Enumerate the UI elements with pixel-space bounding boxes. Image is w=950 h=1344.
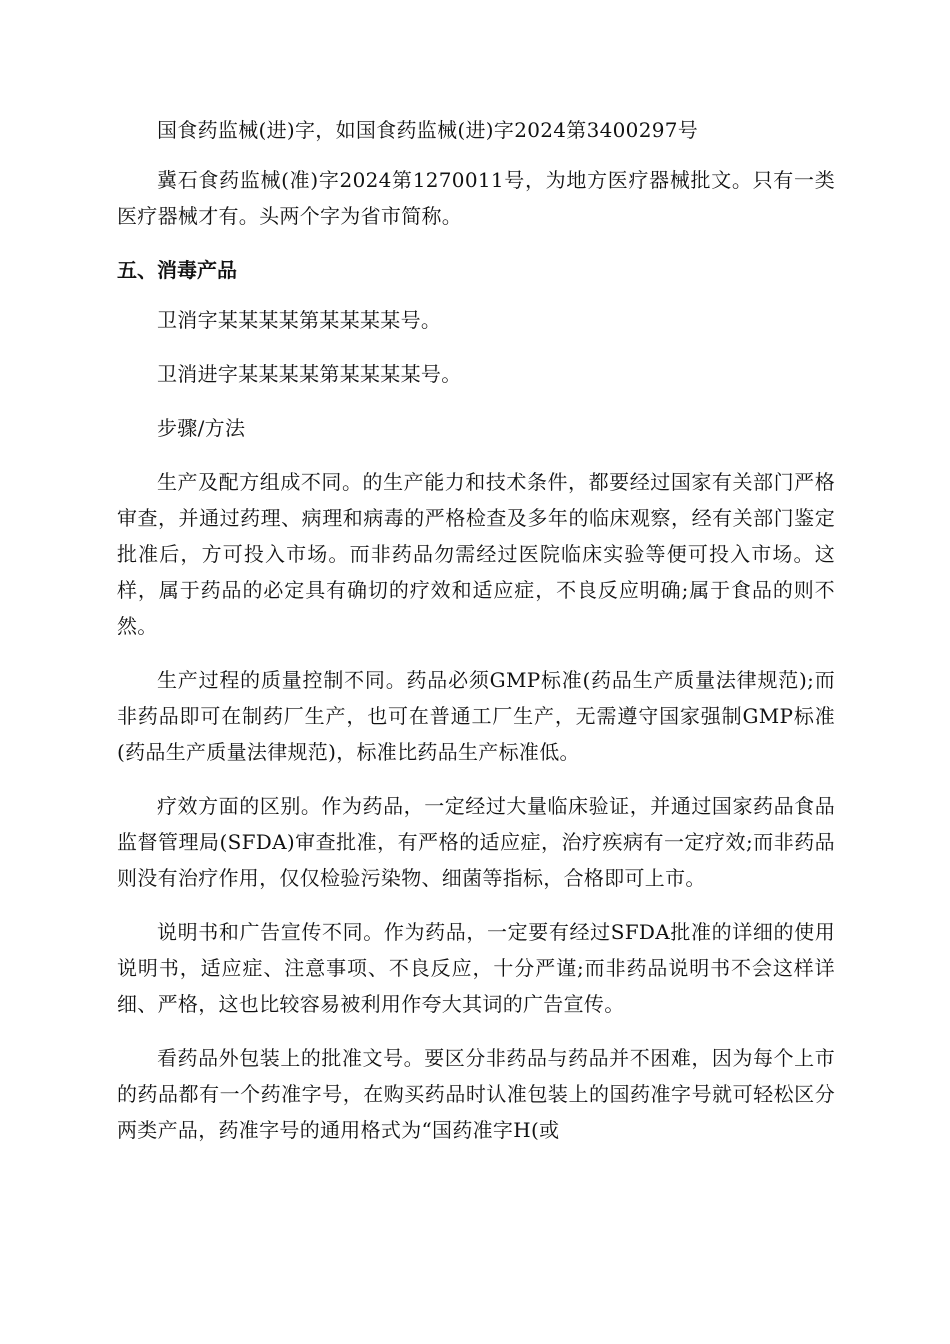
paragraph-steps-methods: 步骤/方法 bbox=[157, 416, 246, 440]
paragraph-efficacy: 疗效方面的区别。作为药品，一定经过大量临床验证，并通过国家药品食品监督管理局(SFDA)审查批准，有严格的适应症，治疗疾病有一定疗效;而非药品则没有治疗作用，仅仅检验污染物、细菌等指标，合格即可上市。 bbox=[117, 794, 835, 890]
paragraph-local-device-number: 冀石食药监械(准)字2024第1270011号，为地方医疗器械批文。只有一类医疗器械才有。头两个字为省市简称。 bbox=[117, 168, 835, 228]
paragraph-instructions-advertising: 说明书和广告宣传不同。作为药品，一定要有经过SFDA批准的详细的使用说明书，适应症、注意事项、不良反应，十分严谨;而非药品说明书不会这样详细、严格，这也比较容易被利用作夸大其词的广告宣传。 bbox=[117, 920, 835, 1016]
paragraph-import-device-number: 国食药监械(进)字，如国食药监械(进)字2024第3400297号 bbox=[157, 118, 699, 142]
paragraph-formula-difference: 生产及配方组成不同。的生产能力和技术条件，都要经过国家有关部门严格审查，并通过药理、病理和病毒的严格检查及多年的临床观察，经有关部门鉴定批准后，方可投入市场。而非药品勿需经过医院临床实验等便可投入市场。这样，属于药品的必定具有确切的疗效和适应症，不良反应明确;属于食品的则不然。 bbox=[117, 470, 835, 638]
document-body bbox=[117, 112, 835, 1148]
paragraph-approval-number: 看药品外包装上的批准文号。要区分非药品与药品并不困难，因为每个上市的药品都有一个药准字号，在购买药品时认准包装上的国药准字号就可轻松区分两类产品，药准字号的通用格式为“国药准字H(或 bbox=[117, 1046, 835, 1142]
paragraph-disinfection-import: 卫消进字某某某某第某某某某号。 bbox=[157, 362, 462, 386]
paragraph-quality-control: 生产过程的质量控制不同。药品必须GMP标准(药品生产质量法律规范);而非药品即可在制药厂生产，也可在普通工厂生产，无需遵守国家强制GMP标准(药品生产质量法律规范)，标准比药品生产标准低。 bbox=[117, 668, 835, 764]
section-heading-disinfection-products: 五、消毒产品 bbox=[117, 258, 237, 282]
paragraph-disinfection-domestic: 卫消字某某某某第某某某某号。 bbox=[157, 308, 442, 332]
